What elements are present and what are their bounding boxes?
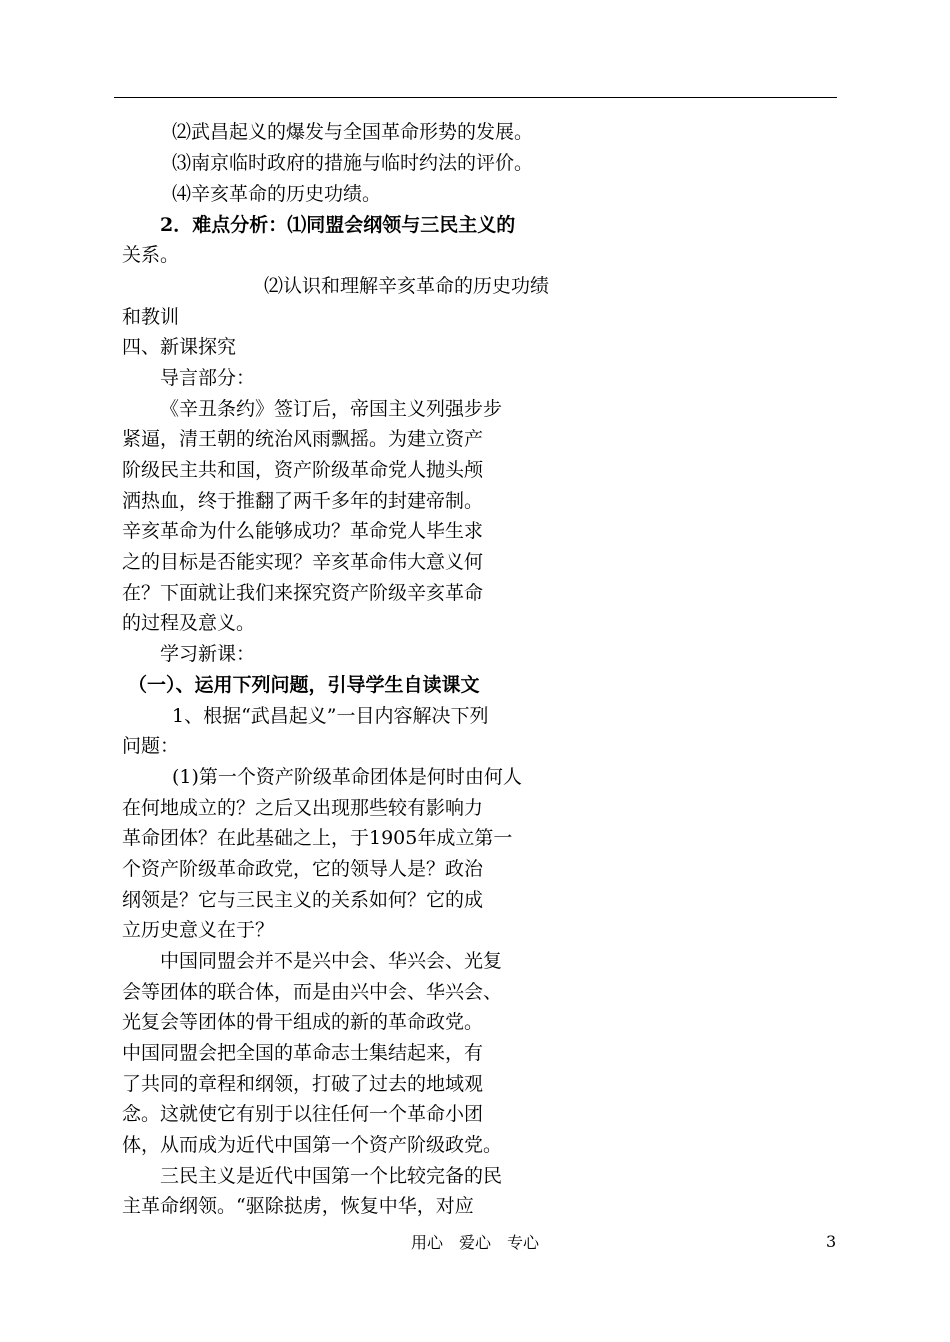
text-line: 主革命纲领。“驱除挞虏，恢复中华，对应 (122, 1195, 474, 1217)
text-line: 的过程及意义。 (122, 612, 256, 634)
text-line: 三民主义是近代中国第一个比较完备的民 (160, 1165, 503, 1187)
text-line: 紧逼，清王朝的统治风雨飘摇。为建立资产 (122, 428, 484, 450)
page-number: 3 (826, 1232, 837, 1251)
text-line: 个资产阶级革命政党，它的领导人是？政治 (122, 858, 484, 880)
section-heading: 四、新课探究 (122, 336, 237, 358)
text-line: 之的目标是否能实现？辛亥革命伟大意义何 (122, 551, 484, 573)
text-line: 立历史意义在于？ (122, 919, 275, 941)
text-line: 学习新课： (160, 643, 256, 665)
text-line: 1、根据“武昌起义”一目内容解决下列 (172, 705, 489, 727)
header-rule (114, 97, 837, 98)
text-line: 光复会等团体的骨干组成的新的革命政党。 (122, 1011, 484, 1033)
text-line: 中国同盟会把全国的革命志士集结起来，有 (122, 1042, 484, 1064)
text-line: 导言部分： (160, 367, 256, 389)
text-line: 阶级民主共和国，资产阶级革命党人抛头颅 (122, 459, 484, 481)
text-line: 念。这就使它有别于以往任何一个革命小团 (122, 1103, 484, 1125)
text-line: 会等团体的联合体，而是由兴中会、华兴会、 (122, 981, 503, 1003)
section-heading: （一）、运用下列问题，引导学生自读课文 (128, 674, 480, 696)
text-line: ⑷辛亥革命的历史功绩。 (172, 183, 382, 205)
footer-text: 用心 爱心 专心 (410, 1233, 539, 1252)
text-line: 在？下面就让我们来探究资产阶级辛亥革命 (122, 582, 484, 604)
text-line: 洒热血，终于推翻了两千多年的封建帝制。 (122, 490, 484, 512)
text-line: 革命团体？在此基础之上，于1905年成立第一 (122, 827, 513, 849)
text-line: 辛亥革命为什么能够成功？革命党人毕生求 (122, 520, 484, 542)
text-line: 《辛丑条约》签订后，帝国主义列强步步 (160, 398, 503, 420)
text-line: 关系。 (122, 244, 180, 266)
text-line: 纲领是？它与三民主义的关系如何？它的成 (122, 889, 484, 911)
text-line: ⑵武昌起义的爆发与全国革命形势的发展。 (172, 121, 534, 143)
text-line: ⑶南京临时政府的措施与临时约法的评价。 (172, 152, 534, 174)
text-line: 问题： (122, 735, 180, 757)
text-line: 中国同盟会并不是兴中会、华兴会、光复 (160, 950, 503, 972)
text-line: (1)第一个资产阶级革命团体是何时由何人 (172, 766, 522, 788)
text-line: 体，从而成为近代中国第一个资产阶级政党。 (122, 1134, 503, 1156)
text-line: 和教训 (122, 306, 180, 328)
text-line: ⑵认识和理解辛亥革命的历史功绩 (264, 275, 550, 297)
text-line: 2．难点分析：⑴同盟会纲领与三民主义的 (160, 214, 516, 236)
text-line: 在何地成立的？之后又出现那些较有影响力 (122, 797, 484, 819)
text-line: 了共同的章程和纲领，打破了过去的地域观 (122, 1073, 484, 1095)
